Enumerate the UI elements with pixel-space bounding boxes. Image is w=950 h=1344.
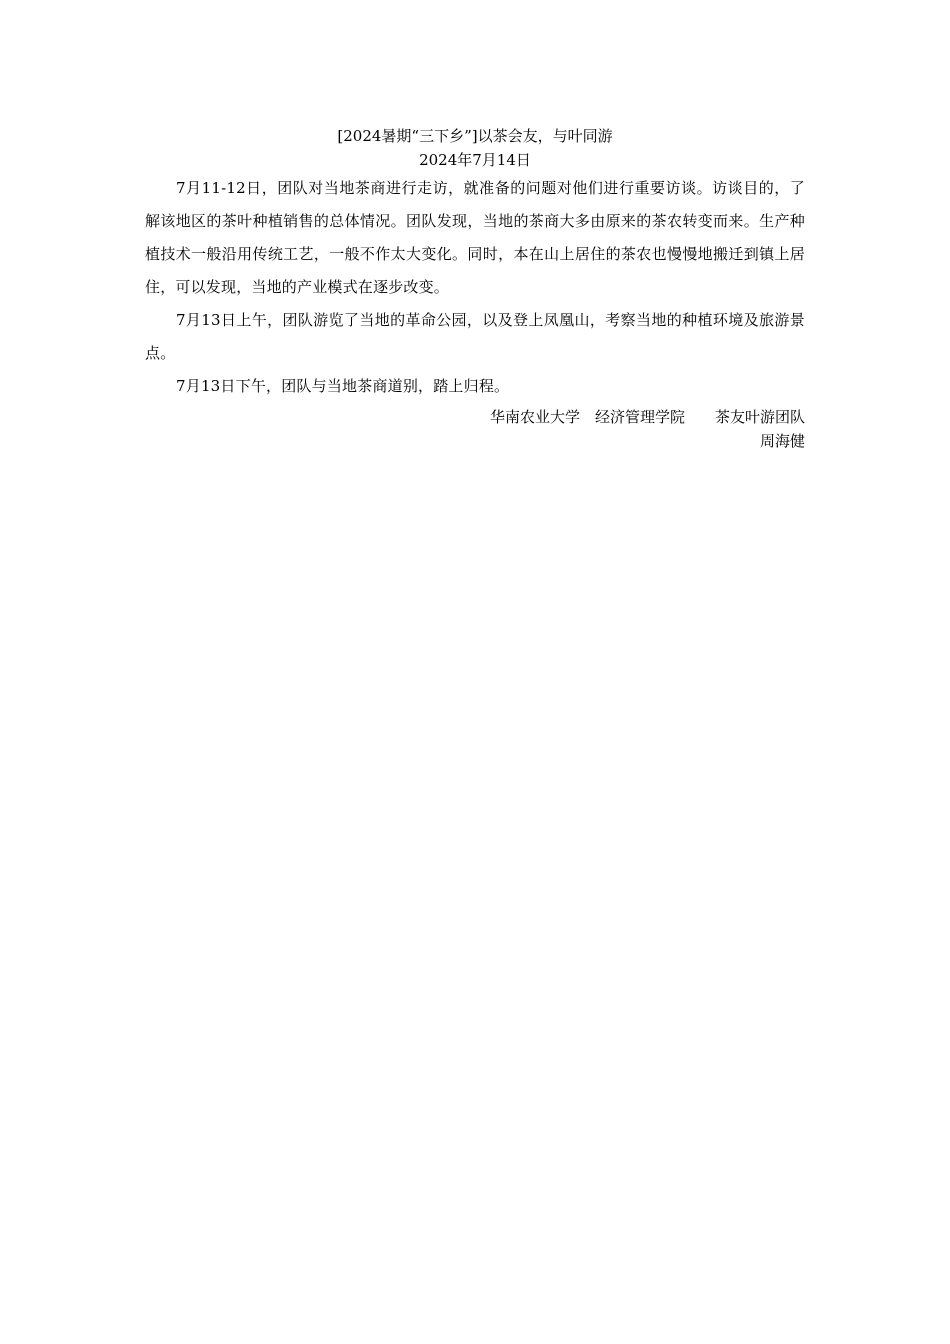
paragraph-morning-visit: 7月13日上午，团队游览了当地的革命公园，以及登上凤凰山，考察当地的种植环境及旅游景点。 [145, 311, 805, 362]
document-body [145, 124, 805, 453]
paragraph-return: 7月13日下午，团队与当地茶商道别，踏上归程。 [176, 377, 510, 395]
signature-author: 周海健 [759, 432, 805, 450]
paragraph-interview: 7月11-12日，团队对当地茶商进行走访，就准备的问题对他们进行重要访谈。访谈目的，了解该地区的茶叶种植销售的总体情况。团队发现，当地的茶商大多由原来的茶农转变而来。生产种植技术一般沿用传统工艺，一般不作太大变化。同时，本在山上居住的茶农也慢慢地搬迁到镇上居住，可以发现，当地的产业模式在逐步改变。 [145, 179, 805, 296]
signature-organization: 华南农业大学 经济管理学院 茶友叶游团队 [489, 408, 805, 426]
document-date: 2024年7月14日 [419, 151, 531, 169]
document-title: [2024暑期“三下乡”]以茶会友，与叶同游 [337, 127, 613, 145]
